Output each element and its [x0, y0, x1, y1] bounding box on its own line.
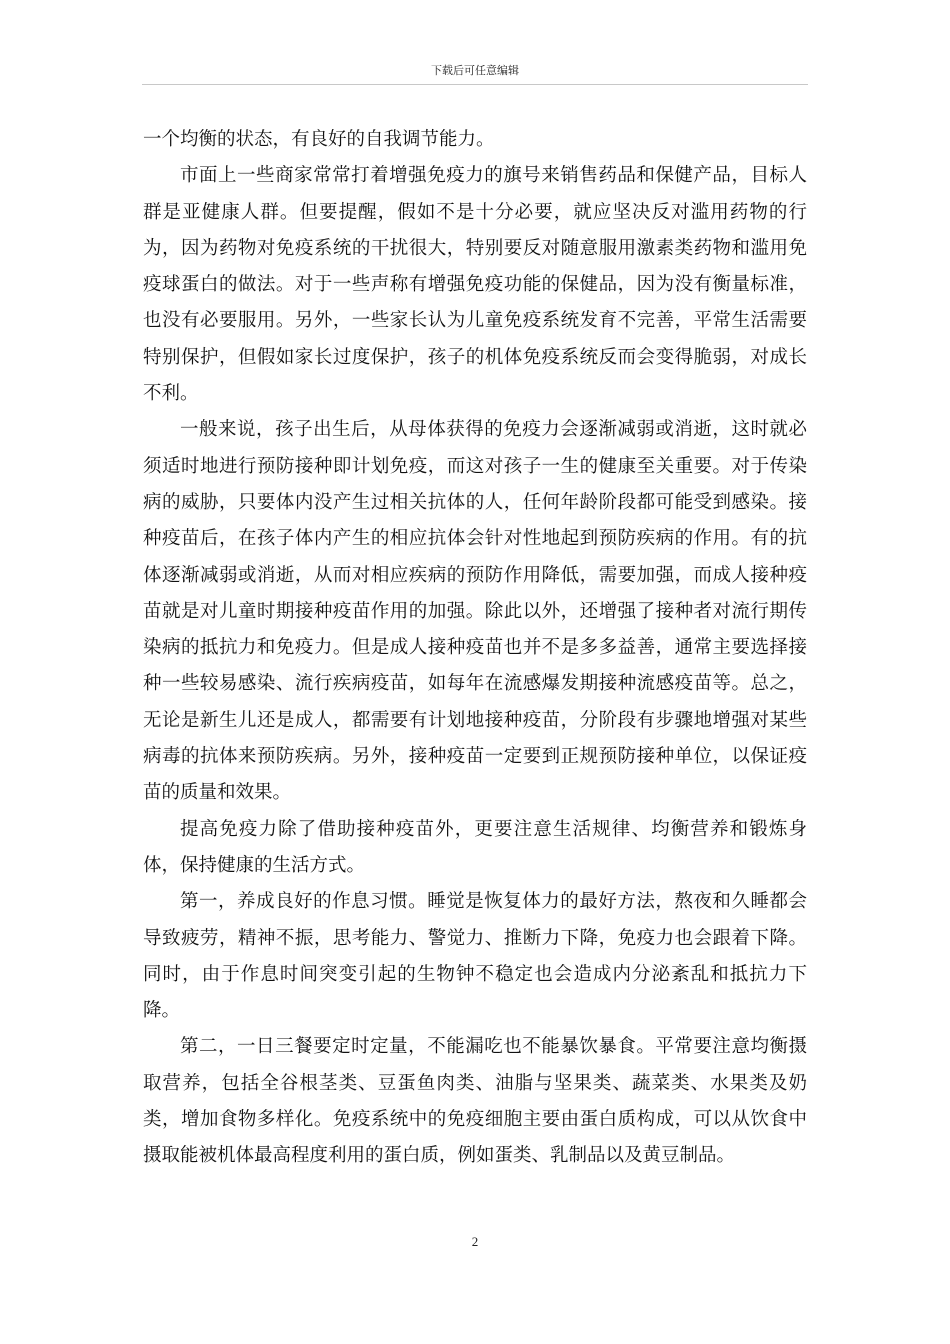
paragraph-sleep: 第一，养成良好的作息习惯。睡觉是恢复体力的最好方法，熬夜和久睡都会导致疲劳，精神不振，思考能力、警觉力、推断力下降，免疫力也会跟着下降。同时，由于作息时间突变引起的生物钟不稳定也会造成内分泌紊乱和抵抗力下降。 [143, 891, 807, 1022]
page-header: 下载后可任意编辑 [431, 64, 519, 77]
document-body [143, 122, 807, 1175]
page-number: 2 [471, 1234, 479, 1249]
paragraph-health-products: 市面上一些商家常常打着增强免疫力的旗号来销售药品和保健产品，目标人群是亚健康人群。但要提醒，假如不是十分必要，就应坚决反对滥用药物的行为，因为药物对免疫系统的干扰很大，特别要反对随意服用激素类药物和滥用免疫球蛋白的做法。对于一些声称有增强免疫功能的保健品，因为没有衡量标准，也没有必要服用。另外，一些家长认为儿童免疫系统发育不完善，平常生活需要特别保护，但假如家长过度保护，孩子的机体免疫系统反而会变得脆弱，对成长不利。 [143, 165, 807, 405]
paragraph-lifestyle: 提高免疫力除了借助接种疫苗外，更要注意生活规律、均衡营养和锻炼身体，保持健康的生活方式。 [143, 818, 807, 876]
header-divider [142, 84, 808, 85]
paragraph-diet: 第二，一日三餐要定时定量，不能漏吃也不能暴饮暴食。平常要注意均衡摄取营养，包括全谷根茎类、豆蛋鱼肉类、油脂与坚果类、蔬菜类、水果类及奶类，增加食物多样化。免疫系统中的免疫细胞主要由蛋白质构成，可以从饮食中摄取能被机体最高程度利用的蛋白质，例如蛋类、乳制品以及黄豆制品。 [143, 1036, 807, 1167]
paragraph-continued: 一个均衡的状态，有良好的自我调节能力。 [143, 129, 495, 150]
paragraph-vaccination: 一般来说，孩子出生后，从母体获得的免疫力会逐渐减弱或消逝，这时就必须适时地进行预防接种即计划免疫，而这对孩子一生的健康至关重要。对于传染病的威胁，只要体内没产生过相关抗体的人，任何年龄阶段都可能受到感染。接种疫苗后，在孩子体内产生的相应抗体会针对性地起到预防疾病的作用。有的抗体逐渐减弱或消逝，从而对相应疾病的预防作用降低，需要加强，而成人接种疫苗就是对儿童时期接种疫苗作用的加强。除此以外，还增强了接种者对流行期传染病的抵抗力和免疫力。但是成人接种疫苗也并不是多多益善，通常主要选择接种一些较易感染、流行疾病疫苗，如每年在流感爆发期接种流感疫苗等。总之，无论是新生儿还是成人，都需要有计划地接种疫苗，分阶段有步骤地增强对某些病毒的抗体来预防疾病。另外，接种疫苗一定要到正规预防接种单位，以保证疫苗的质量和效果。 [143, 419, 807, 804]
